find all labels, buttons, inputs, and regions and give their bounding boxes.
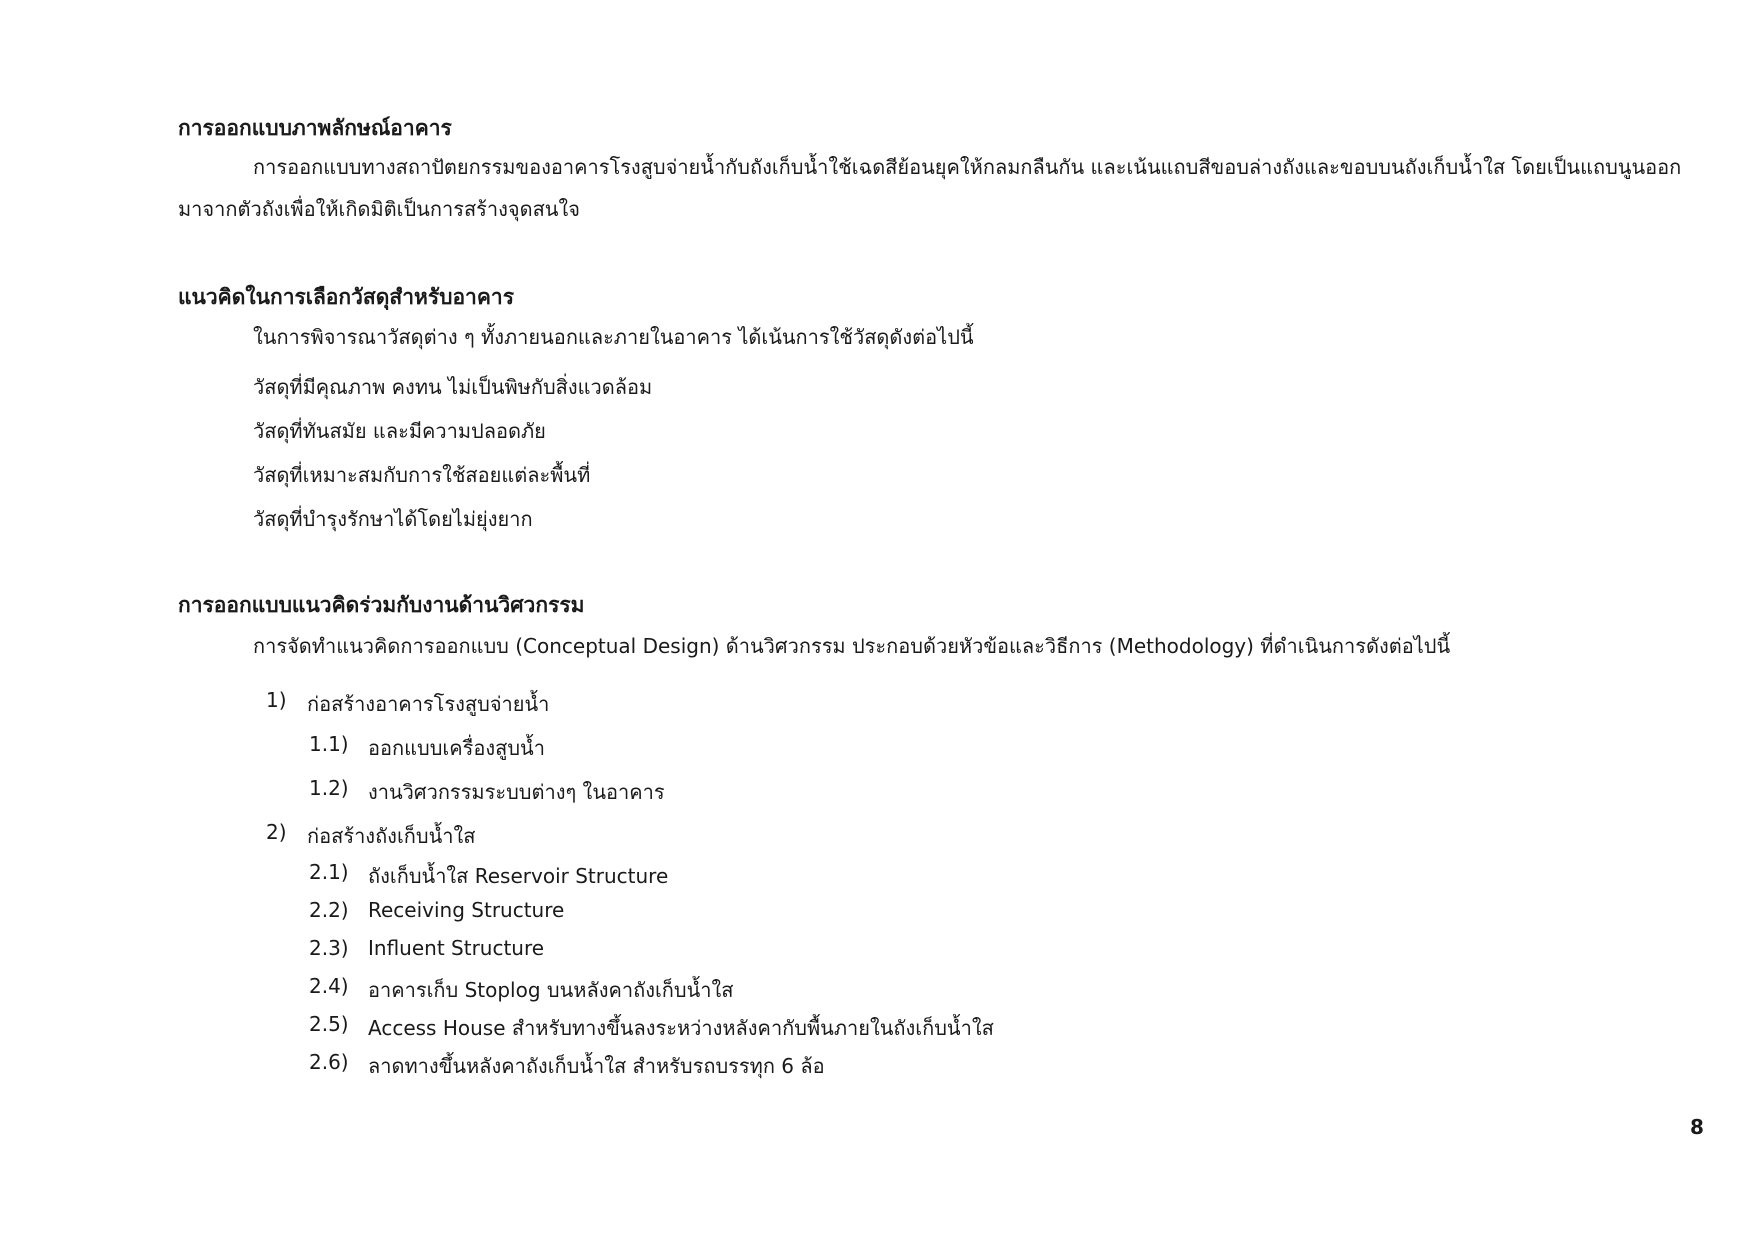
engineering-intro: การจัดทำแนวคิดการออกแบบ (Conceptual Design) ด้านวิศวกรรม ประกอบด้วยหัวข้อและวิธีการ (Methodology) ที่ดำเนินการดังต่อไปนี้ [253,634,1451,658]
list-number: 1) [266,688,287,712]
materials-item: วัสดุที่เหมาะสมกับการใช้สอยแต่ละพื้นที่ [253,463,591,487]
materials-item: วัสดุที่ทันสมัย และมีความปลอดภัย [253,419,546,443]
page-number: 8 [1690,1115,1704,1139]
section-heading-engineering: การออกแบบแนวคิดร่วมกับงานด้านวิศวกรรม [178,593,585,617]
sublist-item-text: ถังเก็บน้ำใส Reservoir Structure [368,864,669,888]
section-heading-materials: แนวคิดในการเลือกวัสดุสำหรับอาคาร [178,285,514,309]
sublist-item-text: Influent Structure [368,936,545,960]
materials-item: วัสดุที่มีคุณภาพ คงทน ไม่เป็นพิษกับสิ่งแวดล้อม [253,375,653,399]
sublist-number: 2.2) [309,898,349,922]
sublist-number: 2.1) [309,860,349,884]
sublist-number: 2.6) [309,1050,349,1074]
list-number: 2) [266,820,287,844]
sublist-item-text: Receiving Structure [368,898,565,922]
materials-intro: ในการพิจารณาวัสดุต่าง ๆ ทั้งภายนอกและภายในอาคาร ได้เน้นการใช้วัสดุดังต่อไปนี้ [253,325,974,349]
section-heading-building-image: การออกแบบภาพลักษณ์อาคาร [178,116,452,140]
section-paragraph-building-image: การออกแบบทางสถาปัตยกรรมของอาคารโรงสูบจ่ายน้ำกับถังเก็บน้ำใช้เฉดสีย้อนยุคให้กลมกลืนกัน และเน้นแถบสีขอบล่างถังและขอบบนถังเก็บน้ำใส โดยเป็นแถบนูนออกมาจากตัวถังเพื่อให้เกิดมิติเป็นการสร้างจุดสนใจ [178,155,1682,221]
sublist-number: 2.4) [309,974,349,998]
sublist-number: 1.2) [309,776,349,800]
sublist-number: 1.1) [309,732,349,756]
materials-item: วัสดุที่บำรุงรักษาได้โดยไม่ยุ่งยาก [253,507,533,531]
sublist-number: 2.5) [309,1012,349,1036]
list-item-text: ก่อสร้างถังเก็บน้ำใส [307,824,476,848]
sublist-item-text: ออกแบบเครื่องสูบน้ำ [368,736,545,760]
sublist-item-text: งานวิศวกรรมระบบต่างๆ ในอาคาร [368,780,665,804]
sublist-item-text: ลาดทางขึ้นหลังคาถังเก็บน้ำใส สำหรับรถบรรทุก 6 ล้อ [368,1054,825,1078]
sublist-item-text: Access House สำหรับทางขึ้นลงระหว่างหลังคากับพื้นภายในถังเก็บน้ำใส [368,1016,994,1040]
sublist-number: 2.3) [309,936,349,960]
list-item-text: ก่อสร้างอาคารโรงสูบจ่ายน้ำ [307,692,550,716]
sublist-item-text: อาคารเก็บ Stoplog บนหลังคาถังเก็บน้ำใส [368,978,734,1002]
